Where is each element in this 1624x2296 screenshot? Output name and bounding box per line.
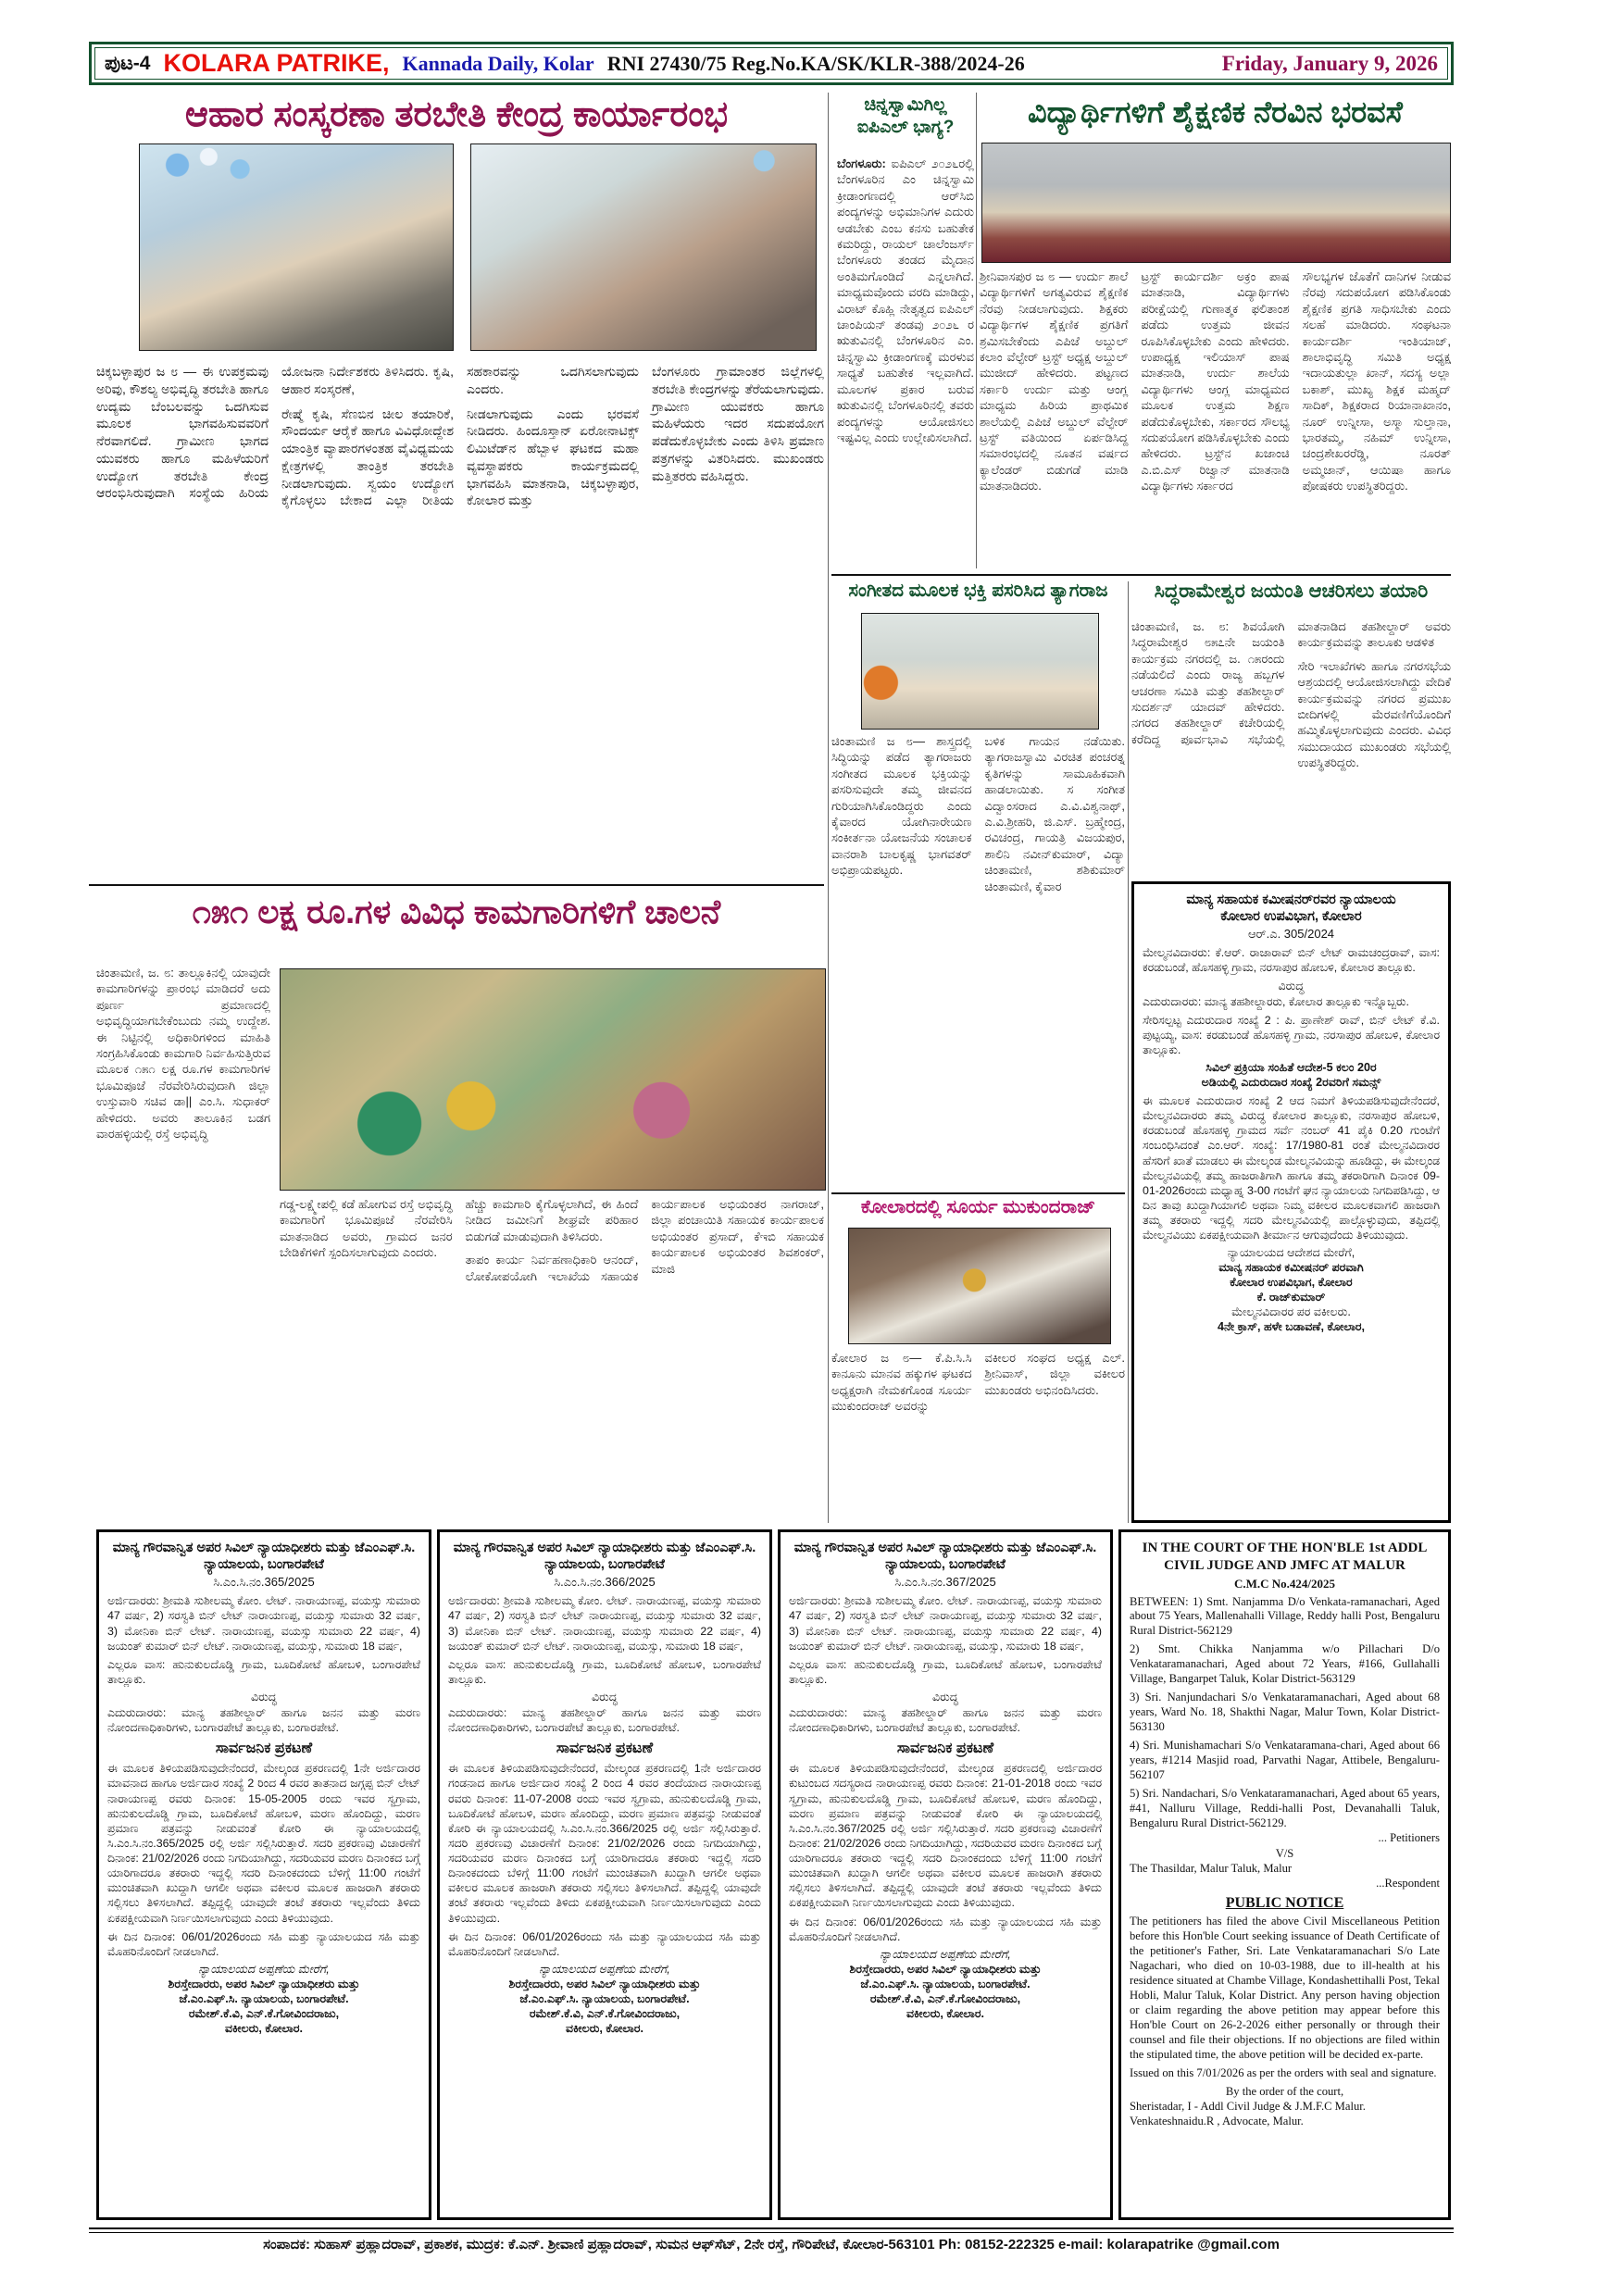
article-surya-caption — [831, 1350, 1125, 1522]
en-respondent-label: ...Respondent — [1376, 1877, 1440, 1890]
kn3-sig2: ಜೆ.ಎಂ.ಎಫ್.ಸಿ. ನ್ಯಾಯಾಲಯ, ಬಂಗಾರಪೇಟೆ. — [860, 1977, 1031, 1990]
photo-surya-felicitation — [848, 1228, 1111, 1344]
notice-ac-order-head1: ಸಿವಿಲ್ ಪ್ರಕ್ರಿಯಾ ಸಂಹಿತೆ ಆದೇಶ-5 ಕಲಂ 20ರ — [1206, 1061, 1377, 1074]
notice-ac-versus: ವಿರುದ್ಧ — [1278, 979, 1305, 992]
kn3-sig1: ಶಿರಸ್ತೇದಾರರು, ಅಪರ ಸಿವಿಲ್ ನ್ಯಾಯಾಧೀಶರು ಮತ್ತು — [849, 1962, 1042, 1976]
en-sig2: Venkateshnaidu.R , Advocate, Malur. — [1130, 2115, 1304, 2128]
article-food-col4: ಬೆಂಗಳೂರು ಗ್ರಾಮಾಂತರ ಜಿಲ್ಲೆಗಳಲ್ಲಿ ತರಬೇತಿ ಕೇಂದ್ರಗಳನ್ನು ತೆರೆಯಲಾಗುವುದು. ಗ್ರಾಮೀಣ ಯುವಕರು ಹಾಗೂ ಮಹಿಳೆಯರು ಇದರ ಸದುಪಯೋಗ ಪಡೆದುಕೊಳ್ಳಬೇಕು ಎಂದು ತಿಳಿಸಿ ಪ್ರಮಾಣ ಪತ್ರಗಳನ್ನು ವಿತರಿಸಿದರು. ಮುಖಂಡರು ಮತ್ತಿತರರು ವಹಿಸಿದ್ದರು. — [652, 364, 824, 483]
headline-food-processing: ಆಹಾರ ಸಂಸ್ಕರಣಾ ತರಬೇತಿ ಕೇಂದ್ರ ಕಾರ್ಯಾರಂಭ — [184, 95, 729, 134]
headline-ipl — [837, 94, 974, 139]
kn3-order-by: ನ್ಯಾಯಾಲಯದ ಅಪ್ಪಣೆಯ ಮೇರೆಗೆ, — [880, 1947, 1011, 1961]
article-151-col1: ಚಿಂತಾಮಣಿ, ಜ. ೮: ತಾಲ್ಲೂಕಿನಲ್ಲಿ ಯಾವುದೇ ಕಾಮಗಾರಿಗಳನ್ನು ಪ್ರಾರಂಭ ಮಾಡಿದರೆ ಅದು ಪೂರ್ಣ ಪ್ರಮಾಣದಲ್ಲಿ ಅಭಿವೃದ್ಧಿಯಾಗಬೇಕೆಂಬುದು ನಮ್ಮ ಉದ್ದೇಶ. ಈ ನಿಟ್ಟಿನಲ್ಲಿ ಅಧಿಕಾರಿಗಳಿಂದ ಮಾಹಿತಿ ಸಂಗ್ರಹಿಸಿಕೊಂಡು ಕಾಮಗಾರಿ ನಿರ್ವಹಿಸುತ್ತಿರುವ ಮೂಲಕ ೧೫೧ ಲಕ್ಷ ರೂ.ಗಳ ಕಾಮಗಾರಿಗಳ ಭೂಮಿಪೂಜೆ ನೆರವೇರಿಸಿರುವುದಾಗಿ ಜಿಲ್ಲಾ ಉಸ್ತುವಾರಿ ಸಚಿವ ಡಾ|| ಎಂ.ಸಿ. ಸುಧಾಕರ್ ಹೇಳಿದರು. ಅವರು ತಾಲೂಕಿನ ಬಡಗ ವಾರಹಳ್ಳಿಯಲ್ಲಿ ರಸ್ತೆ ಅಭಿವೃದ್ಧಿ — [96, 966, 270, 1142]
en-case-number: C.M.C No.424/2025 — [1233, 1576, 1336, 1591]
page-number-label: ಪುಟ-4 — [105, 52, 151, 74]
column-rule-left — [828, 93, 829, 1523]
kn2-versus: ವಿರುದ್ಧ — [592, 1691, 618, 1703]
kn1-case-number: ಸಿ.ಎಂ.ಸಿ.ನಂ.365/2025 — [213, 1575, 315, 1590]
article-ipl-text: ಐಪಿಎಲ್ ೨೦೨೬ರಲ್ಲಿ ಬೆಂಗಳೂರಿನ ಎಂ ಚಿನ್ನಸ್ವಾಮಿ ಕ್ರೀಡಾಂಗಣದಲ್ಲಿ ಆರ್‌ಸಿಬಿ ಪಂದ್ಯಗಳನ್ನು ಅಭಿಮಾನಿಗಳ ಎದುರು ಆಡಬೇಕು ಎಂಬ ಕನಸು ಬಹುತೇಕ ಕಮರಿದ್ದು, ರಾಯಲ್ ಚಾಲೆಂಜರ್ಸ್ ಬೆಂಗಳೂರು ತಂಡದ ಮೈದಾನ ಅಂತಿಮಗೊಂಡಿದೆ ಎನ್ನಲಾಗಿದೆ. ಮಾಧ್ಯಮವೊಂದು ವರದಿ ಮಾಡಿದ್ದು, ವಿರಾಟ್ ಕೊಹ್ಲಿ ನೇತೃತ್ವದ ಐಪಿಎಲ್ ಚಾಂಪಿಯನ್ ತಂಡವು ೨೦೨೬ ರ ಋತುವಿನಲ್ಲಿ ಬೆಂಗಳೂರಿನ ಎಂ. ಚಿನ್ನಸ್ವಾಮಿ ಕ್ರೀಡಾಂಗಣಕ್ಕೆ ಮರಳುವ ಸಾಧ್ಯತೆ ಬಹುತೇಕ ಇಲ್ಲವಾಗಿದೆ. ಮೂಲಗಳ ಪ್ರಕಾರ ಬರುವ ಋತುವಿನಲ್ಲಿ ಬೆಂಗಳೂರಿನಲ್ಲಿ ತವರು ಪಂದ್ಯಗಳನ್ನು ಆಯೋಜಿಸಲು ಇಷ್ಟವಿಲ್ಲ ಎಂದು ಉಲ್ಲೇಖಿಸಲಾಗಿದೆ. — [837, 156, 974, 444]
kn2-issue: ಈ ದಿನ ದಿನಾಂಕ: 06/01/2026ರಂದು ಸಹಿ ಮತ್ತು ನ್ಯಾಯಾಲಯದ ಸಹಿ ಮತ್ತು ಮೊಹರಿನೊಂದಿಗೆ ನೀಡಲಾಗಿದೆ. — [448, 1929, 761, 1958]
imprint-line: ಸಂಪಾದಕ: ಸುಹಾಸ್ ಪ್ರಹ್ಲಾದರಾವ್, ಪ್ರಕಾಶಕ, ಮುದ್ರಕ: ಕೆ.ಎನ್. ಶ್ರೀವಾಣಿ ಪ್ರಹ್ಲಾದರಾವ್, ಸುಮನ ಆಫ್‌ಸೆಟ್, 2ನೇ ರಸ್ತೆ, ಗೌರಿಪೇಟೆ, ಕೋಲಾರ-563101 Ph: 08152-222325 e-mail: kolarapatrike @gmail.com — [263, 2237, 1280, 2252]
newspaper-subtitle: Kannada Daily, Kolar — [402, 51, 594, 75]
article-151-lower-cols — [280, 1196, 824, 1520]
court-notice-bangarpet-2 — [437, 1529, 772, 2220]
article-food-body — [96, 363, 824, 878]
court-notice-bangarpet-1 — [96, 1529, 431, 2220]
kn3-sig3: ರಮೇಶ್.ಕೆ.ವಿ, ಎನ್.ಕೆ.ಗೋವಿಂದರಾಜು, — [869, 1991, 1021, 2005]
divider-under-food — [89, 884, 824, 886]
notice-ac-sig6: 4ನೇ ಕ್ರಾಸ್, ಹಳೇ ಬಡಾವಣೆ, ಕೋಲಾರ, — [1217, 1320, 1366, 1334]
kn1-order-by: ನ್ಯಾಯಾಲಯದ ಅಪ್ಪಣೆಯ ಮೇರೆಗೆ, — [198, 1962, 330, 1976]
article-siddha-col2: ಸೇರಿ ಇಲಾಖೆಗಳು ಹಾಗೂ ನಗರಸಭೆಯ ಆಶ್ರಯದಲ್ಲಿ ಆಯೋಜಿಸಲಾಗಿದ್ದು ವೇದಿಕೆ ಕಾರ್ಯಕ್ರಮವನ್ನು ನಗರದ ಪ್ರಮುಖ ಬೀದಿಗಳಲ್ಲಿ ಮೆರವಣಿಗೆಯೊಂದಿಗೆ ಹಮ್ಮಿಕೊಳ್ಳಲಾಗುವುದು ಎಂದರು. ವಿವಿಧ ಸಮುದಾಯದ ಮುಖಂಡರು ಸಭೆಯಲ್ಲಿ ಉಪಸ್ಥಿತರಿದ್ದರು. — [1297, 658, 1451, 770]
article-students-col2: ಟ್ರಸ್ಟ್ ಕಾರ್ಯದರ್ಶಿ ಅಕ್ರಂ ಪಾಷ ಮಾತನಾಡಿ, ವಿದ್ಯಾರ್ಥಿಗಳು ಪರೀಕ್ಷೆಯಲ್ಲಿ ಗುಣಾತ್ಮಕ ಫಲಿತಾಂಶ ಪಡೆದು ಉತ್ತಮ ಜೀವನ ರೂಪಿಸಿಕೊಳ್ಳಬೇಕು ಎಂದು ಹೇಳಿದರು. ಉಪಾಧ್ಯಕ್ಷ ಇಲಿಯಾಸ್ ಪಾಷ ಮಾತನಾಡಿ, ಉರ್ದು ಶಾಲೆಯ ವಿದ್ಯಾರ್ಥಿಗಳು ಆಂಗ್ಲ ಮಾಧ್ಯಮದ ಮೂಲಕ ಉತ್ತಮ ಶಿಕ್ಷಣ ಪಡೆದುಕೊಳ್ಳಬೇಕು, ಸರ್ಕಾರದ ಸೌಲಭ್ಯ ಸದುಪಯೋಗ ಪಡಿಸಿಕೊಳ್ಳಬೇಕು ಎಂದು ಹೇಳಿದರು. ಟ್ರಸ್ಟ್‌ನ ಖಜಾಂಚಿ ಎ.ಬಿ.ಎಸ್ ರಿಜ್ವಾನ್ ಮಾತನಾಡಿ ವಿದ್ಯಾರ್ಥಿಗಳು ಸರ್ಕಾರದ — [1141, 269, 1290, 493]
headline-ipl-line1: ಚಿನ್ನಸ್ವಾಮಿಗಿಲ್ಲ — [864, 95, 947, 115]
article-151-colA: ಗಡ್ಡ-ಲಕ್ಷ್ಮೇಪಲ್ಲಿ ಕಡೆ ಹೋಗುವ ರಸ್ತೆ ಅಭಿವೃದ್ಧಿ ಕಾಮಗಾರಿಗೆ ಭೂಮಿಪೂಜೆ ನೆರವೇರಿಸಿ ಮಾತನಾಡಿದ ಅವರು, ಗ್ರಾಮದ ಜನರ ಬೇಡಿಕೆಗಳಿಗೆ ಸ್ಪಂದಿಸಲಾಗುವುದು ಎಂದರು. — [280, 1197, 453, 1260]
kn2-public-notice-heading: ಸಾರ್ವಜನಿಕ ಪ್ರಕಟಣೆ — [556, 1741, 654, 1757]
notice-ac-title1: ಮಾನ್ಯ ಸಹಾಯಕ ಕಮೀಷನರ್‌ರವರ ನ್ಯಾಯಾಲಯ — [1186, 892, 1396, 907]
en-body: The petitioners has filed the above Civil Miscellaneous Petition before this Hon'ble Court seeking issuance of Death Certificate of the petitioner's Father, Sri. Late Venkataramanachari S/o Late Nagachari, who died on 10-03-1988, due to ill-health at his residence situated at Chambe Village, Kondashettihalli Post, Tekal Hobli, Malur Taluk, Kolar District. Any person having objection or claim regarding the above petition may appear before this Hon'ble Court on 26-2-2026 either personally or through their counsel and file their objections. If no objections are filed within the stipulated time, the above petition will be decided ex-parte. — [1130, 1915, 1440, 2062]
notice-ac-order-head2: ಅಡಿಯಲ್ಲಿ ಎದುರುದಾರ ಸಂಖ್ಯೆ 2ರವರಿಗೆ ಸಮನ್ಸ್ — [1201, 1076, 1381, 1089]
kn1-public-notice-heading: ಸಾರ್ವಜನಿಕ ಪ್ರಕಟಣೆ — [215, 1741, 313, 1757]
newspaper-title: KOLARA PATRIKE, — [163, 49, 390, 77]
article-food-col1: ಚಿಕ್ಕಬಳ್ಳಾಪುರ ಜ ೮ — ಈ ಉಪಕ್ರಮವು ಅರಿವು, ಕೌಶಲ್ಯ ಅಭಿವೃದ್ಧಿ ತರಬೇತಿ ಹಾಗೂ ಉದ್ಯಮ ಬೆಂಬಲವನ್ನು ಒದಗಿಸುವ ಮೂಲಕ ಭಾಗವಹಿಸುವವರಿಗೆ ನೆರವಾಗಲಿದೆ. ಗ್ರಾಮೀಣ ಭಾಗದ ಯುವಕರು ಹಾಗೂ ಮಹಿಳೆಯರಿಗೆ ಉದ್ಯೋಗ ತರಬೇತಿ ಕೇಂದ್ರ ಆರಂಭಿಸಿರುವುದಾಗಿ ಸಂಸ್ಥೆಯ ಹಿರಿಯ ಯೋಜನಾ ನಿರ್ದೇಶಕರು ತಿಳಿಸಿದರು. ಕೃಷಿ, ಆಹಾರ ಸಂಸ್ಕರಣೆ, — [96, 364, 454, 501]
kn1-sig1: ಶಿರಸ್ತೇದಾರರು, ಅಪರ ಸಿವಿಲ್ ನ್ಯಾಯಾಧೀಶರು ಮತ್ತು — [168, 1977, 360, 1990]
article-ipl-dateline: ಬೆಂಗಳೂರು: — [837, 156, 886, 170]
kn2-residence: ಎಲ್ಲರೂ ವಾಸ: ಹುನುಕುಲದೊಡ್ಡಿ ಗ್ರಾಮ, ಬೂದಿಕೋಟೆ ಹೋಬಳಿ, ಬಂಗಾರಪೇಟೆ ತಾಲ್ಲೂಕು. — [448, 1657, 761, 1686]
kn1-versus: ವಿರುದ್ಧ — [251, 1691, 277, 1703]
en-order: By the order of the court, — [1225, 2085, 1344, 2099]
en-petitioners-label: ... Petitioners — [1378, 1831, 1440, 1845]
en-versus: V/S — [1275, 1847, 1294, 1861]
article-students-col1: ಶ್ರೀನಿವಾಸಪುರ ಜ ೮ — ಉರ್ದು ಶಾಲೆ ವಿದ್ಯಾರ್ಥಿಗಳಿಗೆ ಅಗತ್ಯವಿರುವ ಶೈಕ್ಷಣಿಕ ನೆರವು ನೀಡಲಾಗುವುದು. ಶಿಕ್ಷಕರು ವಿದ್ಯಾರ್ಥಿಗಳ ಶೈಕ್ಷಣಿಕ ಪ್ರಗತಿಗೆ ಶ್ರಮಿಸಬೇಕೆಂದು ಎಪಿಜೆ ಅಬ್ದುಲ್ ಕಲಾಂ ವೆಲ್ಫೇರ್ ಟ್ರಸ್ಟ್ ಅಧ್ಯಕ್ಷ ಅಬ್ದುಲ್ ಮುಜೀದ್ ಹೇಳಿದರು. ಪಟ್ಟಣದ ಸರ್ಕಾರಿ ಉರ್ದು ಮತ್ತು ಆಂಗ್ಲ ಮಾಧ್ಯಮ ಹಿರಿಯ ಪ್ರಾಥಮಿಕ ಶಾಲೆಯಲ್ಲಿ ಎಪಿಜೆ ಅಬ್ದುಲ್ ವೆಲ್ಫೇರ್ ಟ್ರಸ್ಟ್ ವತಿಯಿಂದ ಏರ್ಪಡಿಸಿದ್ದ ಸಮಾರಂಭದಲ್ಲಿ ನೂತನ ವರ್ಷದ ಕ್ಯಾಲೆಂಡರ್ ಬಿಡುಗಡೆ ಮಾಡಿ ಮಾತನಾಡಿದರು. — [980, 269, 1129, 493]
kn1-issue: ಈ ದಿನ ದಿನಾಂಕ: 06/01/2026ರಂದು ಸಹಿ ಮತ್ತು ನ್ಯಾಯಾಲಯದ ಸಹಿ ಮತ್ತು ಮೊಹರಿನೊಂದಿಗೆ ನೀಡಲಾಗಿದೆ. — [107, 1929, 420, 1958]
kn2-sig1: ಶಿರಸ್ತೇದಾರರು, ಅಪರ ಸಿವಿಲ್ ನ್ಯಾಯಾಧೀಶರು ಮತ್ತು — [508, 1977, 701, 1990]
headline-students: ವಿದ್ಯಾರ್ಥಿಗಳಿಗೆ ಶೈಕ್ಷಣಿಕ ನೆರವಿನ ಭರವಸೆ — [1028, 95, 1403, 129]
court-notice-malur-english — [1118, 1529, 1451, 2220]
en-party-5: 5) Sri. Nandachari, S/o Venkataramanachari, Aged about 65 years, #41, Nalluru Village, Reddi-halli Post, Devanahalli Taluk, Bengaluru Rural District-562129. — [1130, 1787, 1440, 1830]
kn3-body: ಈ ಮೂಲಕ ತಿಳಿಯಪಡಿಸುವುದೇನೆಂದರೆ, ಮೇಲ್ಕಂಡ ಪ್ರಕರಣದಲ್ಲಿ ಅರ್ಜಿದಾರರ ಕುಟುಂಬದ ಸದಸ್ಯರಾದ ನಾರಾಯಣಪ್ಪ ರವರು ದಿನಾಂಕ: 21-01-2018 ರಂದು ಇವರ ಸ್ವಗ್ರಾಮ, ಹುನುಕುಲದೊಡ್ಡಿ ಗ್ರಾಮ, ಬೂದಿಕೋಟೆ ಹೋಬಳಿ, ಮರಣ ಹೊಂದಿದ್ದು, ಮರಣ ಪ್ರಮಾಣ ಪತ್ರವನ್ನು ನೀಡುವಂತೆ ಕೋರಿ ಈ ನ್ಯಾಯಾಲಯದಲ್ಲಿ ಸಿ.ಎಂ.ಸಿ.ನಂ.367/2025 ರಲ್ಲಿ ಅರ್ಜಿ ಸಲ್ಲಿಸಿರುತ್ತಾರೆ. ಸದರಿ ಪ್ರಕರಣವು ವಿಚಾರಣೆಗೆ ದಿನಾಂಕ: 21/02/2026 ರಂದು ನಿಗದಿಯಾಗಿದ್ದು, ಸದರಿಯವರ ಮರಣ ದಿನಾಂಕದ ಬಗ್ಗೆ ಯಾರಿಗಾದರೂ ತಕರಾರು ಇದ್ದಲ್ಲಿ ಸದರಿ ದಿನಾಂಕದಂದು ಬೆಳಿಗ್ಗೆ 11:00 ಗಂಟೆಗೆ ಮುಂಚಿತವಾಗಿ ಖುದ್ದಾಗಿ ಆಗಲೀ ಅಥವಾ ವಕೀಲರ ಮೂಲಕ ಹಾಜರಾಗಿ ತಕರಾರು ಸಲ್ಲಿಸಲು ತಿಳಿಸಲಾಗಿದೆ. ತಪ್ಪಿದ್ದಲ್ಲಿ ಯಾವುದೇ ತಂಟೆ ತಕರಾರು ಇಲ್ಲವೆಂದು ತಿಳಿದು ಏಕಪಕ್ಷೀಯವಾಗಿ ನಿರ್ಣಯಿಸಲಾಗುವುದು ಎಂದು ತಿಳಿಯುವುದು. — [789, 1762, 1102, 1910]
article-students-col3: ಸೌಲಭ್ಯಗಳ ಜೊತೆಗೆ ದಾನಿಗಳ ನೀಡುವ ನೆರವು ಸದುಪಯೋಗ ಪಡಿಸಿಕೊಂಡು ಶೈಕ್ಷಣಿಕ ಪ್ರಗತಿ ಸಾಧಿಸಬೇಕು ಎಂದು ಸಲಹೆ ಮಾಡಿದರು. ಸಂಘಟನಾ ಕಾರ್ಯದರ್ಶಿ ಇಂತಿಯಾಜ್, ಶಾಲಾಭಿವೃದ್ಧಿ ಸಮಿತಿ ಅಧ್ಯಕ್ಷ ಇದಾಯತುಲ್ಲಾ ಖಾನ್, ಸದಸ್ಯ ಅಲ್ಲಾ ಬಕಾಶ್, ಮುಖ್ಯ ಶಿಕ್ಷಕ ಮಹ್ಮದ್ ಸಾದಿಕ್, ಶಿಕ್ಷಕರಾದ ರಿಯಾನಾಖಾನಂ, ನೂರ್ ಉನ್ನೀಸಾ, ಅಸ್ಮಾ ಸುಲ್ತಾನಾ, ಭಾರತಮ್ಮ, ನಹಿಮ್ ಉನ್ನೀಸಾ, ಚಂದ್ರಶೇಖರರೆಡ್ಡಿ, ನೂರತ್ ಅಮ್ಮಜಾನ್, ಆಯಿಷಾ ಹಾಗೂ ಪೋಷಕರು ಉಪಸ್ಥಿತರಿದ್ದರು. — [1302, 269, 1451, 493]
en-issued: Issued on this 7/01/2026 as per the orders with seal and signature. — [1130, 2066, 1437, 2080]
article-siddha-col1: ಚಿಂತಾಮಣಿ, ಜ. ೮: ಶಿವಯೋಗಿ ಸಿದ್ಧರಾಮೇಶ್ವರ ೮೫೭ನೇ ಜಯಂತಿ ಕಾರ್ಯಕ್ರಮ ನಗರದಲ್ಲಿ ಜ. ೧೫ರಂದು ನಡೆಯಲಿದೆ ಎಂದು ರಾಜ್ಯ ಹಬ್ಬಗಳ ಆಚರಣಾ ಸಮಿತಿ ಮತ್ತು ತಹಶೀಲ್ದಾರ್ ಸುದರ್ಶನ್ ಯಾದವ್ ಹೇಳಿದರು. ನಗರದ ತಹಶೀಲ್ದಾರ್ ಕಚೇರಿಯಲ್ಲಿ ಕರೆದಿದ್ದ ಪೂರ್ವಭಾವಿ ಸಭೆಯಲ್ಲಿ ಮಾತನಾಡಿದ ತಹಶೀಲ್ದಾರ್ ಅವರು ಕಾರ್ಯಕ್ರಮವನ್ನು ತಾಲೂಕು ಆಡಳಿತ — [1131, 619, 1451, 746]
en-respondent: The Thasildar, Malur Taluk, Malur — [1130, 1862, 1293, 1876]
column-rule-ipl — [976, 93, 977, 568]
kn3-title: ಮಾನ್ಯ ಗೌರವಾನ್ವಿತ ಅಪರ ಸಿವಿಲ್ ನ್ಯಾಯಾಧೀಶರು ಮತ್ತು ಜೆಎಂಎಫ್.ಸಿ. ನ್ಯಾಯಾಲಯ, ಬಂಗಾರಪೇಟೆ — [793, 1541, 1097, 1573]
photo-food-event-right — [470, 144, 817, 351]
kn3-versus: ವಿರುದ್ಧ — [932, 1691, 958, 1703]
kn3-residence: ಎಲ್ಲರೂ ವಾಸ: ಹುನುಕುಲದೊಡ್ಡಿ ಗ್ರಾಮ, ಬೂದಿಕೋಟೆ ಹೋಬಳಿ, ಬಂಗಾರಪೇಟೆ ತಾಲ್ಲೂಕು. — [789, 1657, 1102, 1686]
en-party-1: BETWEEN: 1) Smt. Nanjamma D/o Venkata-ramanachari, Aged about 75 Years, Mallenahalli Village, Reddy halli Post, Bengaluru Rural District-562129 — [1130, 1594, 1440, 1638]
masthead — [89, 42, 1454, 85]
masthead-inner — [94, 47, 1448, 80]
headline-surya: ಕೋಲಾರದಲ್ಲಿ ಸೂರ್ಯ ಮುಕುಂದರಾಜ್ — [860, 1197, 1096, 1217]
footer-rule — [89, 2227, 1454, 2233]
en-party-2: 2) Smt. Chikka Nanjamma w/o Pillachari D/o Venkataramanachari, Aged about 72 Years, #166, Gullahalli Village, Bangarpet Taluk, Kolar District-563129 — [1130, 1642, 1440, 1686]
en-party-3: 3) Sri. Nanjundachari S/o Venkataramanachari, Aged about 68 years, Ward No. 18, Shakthi Nagar, Malur Town, Kolar District-563130 — [1130, 1691, 1440, 1734]
article-food-col3: ನೀಡಲಾಗುವುದು ಎಂದು ಭರವಸೆ ನೀಡಿದರು. ಹಿಂದೂಸ್ತಾನ್ ಏರೋನಾಟಿಕ್ಸ್ ಲಿಮಿಟೆಡ್‌ನ ಹೆಬ್ಬಾಳ ಘಟಕದ ಮಹಾ ವ್ಯವಸ್ಥಾಪಕರು ಕಾರ್ಯಕ್ರಮದಲ್ಲಿ ಭಾಗವಹಿಸಿ ಮಾತನಾಡಿ, ಚಿಕ್ಕಬಳ್ಳಾಪುರ, ಕೋಲಾರ ಮತ್ತು — [467, 406, 639, 508]
kn3-issue: ಈ ದಿನ ದಿನಾಂಕ: 06/01/2026ರಂದು ಸಹಿ ಮತ್ತು ನ್ಯಾಯಾಲಯದ ಸಹಿ ಮತ್ತು ಮೊಹರಿನೊಂದಿಗೆ ನೀಡಲಾಗಿದೆ. — [789, 1915, 1102, 1943]
kn2-sig3: ರಮೇಶ್.ಕೆ.ವಿ, ಎನ್.ಕೆ.ಗೋವಿಂದರಾಜು, — [529, 2006, 681, 2020]
article-thyagaraja-body — [831, 733, 1125, 1189]
article-surya-cap2: ವಕೀಲರ ಸಂಘದ ಅಧ್ಯಕ್ಷ ಎಲ್. ಶ್ರೀನಿವಾಸ್, ಜಿಲ್ಲಾ ವಕೀಲರ ಮುಖಂಡರು ಅಭಿನಂದಿಸಿದರು. — [984, 1351, 1125, 1397]
article-surya-cap1: ಕೋಲಾರ ಜ ೮— ಕೆ.ಪಿ.ಸಿ.ಸಿ ಕಾನೂನು ಮಾನವ ಹಕ್ಕುಗಳ ಘಟಕದ ಅಧ್ಯಕ್ಷರಾಗಿ ನೇಮಕಗೊಂಡ ಸೂರ್ಯ ಮುಕುಂದರಾಜ್ ಅವರನ್ನು — [831, 1351, 972, 1414]
kn1-respondents: ಎದುರುದಾರರು: ಮಾನ್ಯ ತಹಶೀಲ್ದಾರ್ ಹಾಗೂ ಜನನ ಮತ್ತು ಮರಣ ನೋಂದಣಾಧಿಕಾರಿಗಳು, ಬಂಗಾರಪೇಟೆ ತಾಲ್ಲೂಕು, ಬಂಗಾರಪೇಟೆ. — [107, 1706, 420, 1735]
kn1-sig4: ವಕೀಲರು, ಕೋಲಾರ. — [224, 2021, 304, 2035]
kn2-case-number: ಸಿ.ಎಂ.ಸಿ.ನಂ.366/2025 — [554, 1575, 656, 1590]
en-party-4: 4) Sri. Munishamachari S/o Venkataramana-chari, Aged about 66 years, #1214 Masjid road, Parvathi Nagar, Attibele, Bengaluru-562107 — [1130, 1739, 1440, 1782]
kn3-sig4: ವಕೀಲರು, ಕೋಲಾರ. — [906, 2006, 985, 2020]
kn1-title: ಮಾನ್ಯ ಗೌರವಾನ್ವಿತ ಅಪರ ಸಿವಿಲ್ ನ್ಯಾಯಾಧೀಶರು ಮತ್ತು ಜೆಎಂಎಫ್.ಸಿ. ನ್ಯಾಯಾಲಯ, ಬಂಗಾರಪೇಟೆ — [112, 1541, 416, 1573]
notice-ac-sig2: ಮಾನ್ಯ ಸಹಾಯಕ ಕಮೀಷನರ್ ಪರವಾಗಿ — [1218, 1261, 1364, 1275]
kn2-title: ಮಾನ್ಯ ಗೌರವಾನ್ವಿತ ಅಪರ ಸಿವಿಲ್ ನ್ಯಾಯಾಧೀಶರು ಮತ್ತು ಜೆಎಂಎಫ್.ಸಿ. ನ್ಯಾಯಾಲಯ, ಬಂಗಾರಪೇಟೆ — [453, 1541, 756, 1573]
registration-number: RNI 27430/75 Reg.No.KA/SK/KLR-388/2024-26 — [606, 51, 1025, 75]
kn1-sig3: ರಮೇಶ್.ಕೆ.ವಿ, ಎನ್.ಕೆ.ಗೋವಿಂದರಾಜು, — [188, 2006, 340, 2020]
headline-thyagaraja: ಸಂಗೀತದ ಮೂಲಕ ಭಕ್ತಿ ಪಸರಿಸಿದ ತ್ಯಾಗರಾಜ — [848, 580, 1108, 601]
kn2-body: ಈ ಮೂಲಕ ತಿಳಿಯಪಡಿಸುವುದೇನೆಂದರೆ, ಮೇಲ್ಕಂಡ ಪ್ರಕರಣದಲ್ಲಿ 1ನೇ ಅರ್ಜಿದಾರರ ಗಂಡನಾದ ಹಾಗೂ ಅರ್ಜಿದಾರ ಸಂಖ್ಯೆ 2 ರಿಂದ 4 ರವರ ತಂದೆಯಾದ ನಾರಾಯಣಪ್ಪ ರವರು ದಿನಾಂಕ: 11-07-2008 ರಂದು ಇವರ ಸ್ವಗ್ರಾಮ, ಹುನುಕುಲದೊಡ್ಡಿ ಗ್ರಾಮ, ಬೂದಿಕೋಟೆ ಹೋಬಳಿ, ಮರಣ ಹೊಂದಿದ್ದು, ಮರಣ ಪ್ರಮಾಣ ಪತ್ರವನ್ನು ನೀಡುವಂತೆ ಕೋರಿ ಈ ನ್ಯಾಯಾಲಯದಲ್ಲಿ ಸಿ.ಎಂ.ಸಿ.ನಂ.366/2025 ರಲ್ಲಿ ಅರ್ಜಿ ಸಲ್ಲಿಸಿರುತ್ತಾರೆ. ಸದರಿ ಪ್ರಕರಣವು ವಿಚಾರಣೆಗೆ ದಿನಾಂಕ: 21/02/2026 ರಂದು ನಿಗದಿಯಾಗಿದ್ದು, ಸದರಿಯವರ ಮರಣ ದಿನಾಂಕದ ಬಗ್ಗೆ ಯಾರಿಗಾದರೂ ತಕರಾರು ಇದ್ದಲ್ಲಿ ಸದರಿ ದಿನಾಂಕದಂದು ಬೆಳಿಗ್ಗೆ 11:00 ಗಂಟೆಗೆ ಮುಂಚಿತವಾಗಿ ಖುದ್ದಾಗಿ ಆಗಲೀ ಅಥವಾ ವಕೀಲರ ಮೂಲಕ ಹಾಜರಾಗಿ ತಕರಾರು ಸಲ್ಲಿಸಲು ತಿಳಿಸಲಾಗಿದೆ. ತಪ್ಪಿದ್ದಲ್ಲಿ ಯಾವುದೇ ತಂಟೆ ತಕರಾರು ಇಲ್ಲವೆಂದು ತಿಳಿದು ಏಕಪಕ್ಷೀಯವಾಗಿ ನಿರ್ಣಯಿಸಲಾಗುವುದು ಎಂದು ತಿಳಿಯುವುದು. — [448, 1762, 761, 1925]
article-thyagaraja-col1: ಚಿಂತಾಮಣಿ ಜ ೮— ಶಾಸ್ತ್ರದಲ್ಲಿ ಸಿದ್ಧಿಯನ್ನು ಪಡೆದ ತ್ಯಾಗರಾಜರು ಸಂಗೀತದ ಮೂಲಕ ಭಕ್ತಿಯನ್ನು ಪಸರಿಸುವುದೇ ತಮ್ಮ ಜೀವನದ ಗುರಿಯಾಗಿಸಿಕೊಂಡಿದ್ದರು ಎಂದು ಕೈವಾರದ ಯೋಗಿನಾರೇಯಣ ಸಂಕೀರ್ತನಾ ಯೋಜನೆಯ ಸಂಚಾಲಕ ವಾನರಾಶಿ ಬಾಲಕೃಷ್ಣ ಭಾಗವತರ್ ಅಭಿಪ್ರಾಯಪಟ್ಟರು. — [831, 734, 972, 878]
kn1-sig2: ಜೆ.ಎಂ.ಎಫ್.ಸಿ. ನ್ಯಾಯಾಲಯ, ಬಂಗಾರಪೇಟೆ. — [179, 1991, 349, 2005]
notice-ac-sig3: ಕೋಲಾರ ಉಪವಿಭಾಗ, ಕೋಲಾರ — [1230, 1276, 1353, 1290]
kn2-respondents: ಎದುರುದಾರರು: ಮಾನ್ಯ ತಹಶೀಲ್ದಾರ್ ಹಾಗೂ ಜನನ ಮತ್ತು ಮರಣ ನೋಂದಣಾಧಿಕಾರಿಗಳು, ಬಂಗಾರಪೇಟೆ ತಾಲ್ಲೂಕು, ಬಂಗಾರಪೇಟೆ. — [448, 1706, 761, 1735]
kn1-body: ಈ ಮೂಲಕ ತಿಳಿಯಪಡಿಸುವುದೇನೆಂದರೆ, ಮೇಲ್ಕಂಡ ಪ್ರಕರಣದಲ್ಲಿ 1ನೇ ಅರ್ಜಿದಾರರ ಮಾವನಾದ ಹಾಗೂ ಅರ್ಜಿದಾರ ಸಂಖ್ಯೆ 2 ರಿಂದ 4 ರವರ ತಾತನಾದ ಜಗ್ಗಪ್ಪ ಬಿನ್ ಲೇಟ್ ನಾರಾಯಣಪ್ಪ ರವರು ದಿನಾಂಕ: 15-05-2005 ರಂದು ಇವರ ಸ್ವಗ್ರಾಮ, ಹುನುಕುಲದೊಡ್ಡಿ ಗ್ರಾಮ, ಬೂದಿಕೋಟೆ ಹೋಬಳಿ, ಮರಣ ಹೊಂದಿದ್ದು, ಮರಣ ಪ್ರಮಾಣ ಪತ್ರವನ್ನು ನೀಡುವಂತೆ ಕೋರಿ ಈ ನ್ಯಾಯಾಲಯದಲ್ಲಿ ಸಿ.ಎಂ.ಸಿ.ನಂ.365/2025 ರಲ್ಲಿ ಅರ್ಜಿ ಸಲ್ಲಿಸಿರುತ್ತಾರೆ. ಸದರಿ ಪ್ರಕರಣವು ವಿಚಾರಣೆಗೆ ದಿನಾಂಕ: 21/02/2026 ರಂದು ನಿಗದಿಯಾಗಿದ್ದು, ಸದರಿಯವರ ಮರಣ ದಿನಾಂಕದ ಬಗ್ಗೆ ಯಾರಿಗಾದರೂ ತಕರಾರು ಇದ್ದಲ್ಲಿ ಸದರಿ ದಿನಾಂಕದಂದು ಬೆಳಿಗ್ಗೆ 11:00 ಗಂಟೆಗೆ ಮುಂಚಿತವಾಗಿ ಖುದ್ದಾಗಿ ಆಗಲೀ ಅಥವಾ ವಕೀಲರ ಮೂಲಕ ಹಾಜರಾಗಿ ತಕರಾರು ಸಲ್ಲಿಸಲು ತಿಳಿಸಲಾಗಿದೆ. ತಪ್ಪಿದ್ದಲ್ಲಿ ಯಾವುದೇ ತಂಟೆ ತಕರಾರು ಇಲ್ಲವೆಂದು ತಿಳಿದು ಏಕಪಕ್ಷೀಯವಾಗಿ ನಿರ್ಣಯಿಸಲಾಗುವುದು ಎಂದು ತಿಳಿಯುವುದು. — [107, 1762, 420, 1925]
notice-assistant-commissioner — [1131, 881, 1451, 1523]
article-ipl-body — [837, 156, 974, 568]
divider-under-students — [831, 574, 1451, 576]
article-thyagaraja-col2: ಬಳಿಕ ಗಾಯನ ನಡೆಯಿತು. ತ್ಯಾಗರಾಜಸ್ವಾಮಿ ವಿರಚಿತ ಪಂಚರತ್ನ ಕೃತಿಗಳನ್ನು ಸಾಮೂಹಿಕವಾಗಿ ಹಾಡಲಾಯಿತು. ಸ ಸಂಗೀತ ವಿದ್ವಾಂಸರಾದ ಎ.ವಿ.ವಿಶ್ವನಾಥ್, ಎ.ವಿ.ಶ್ರೀಹರಿ, ಜಿ.ಎಸ್. ಬ್ರಹ್ಮೇಂದ್ರ, ರವಿಚಂದ್ರ, ಗಾಯತ್ರಿ ವಿಜಯಪುರ, ಶಾಲಿನಿ ನವೀನ್‌ಕುಮಾರ್, ವಿದ್ಯಾ ಚಿಂತಾಮಣಿ, ಶಶಿಕುಮಾರ್ ಚಿಂತಾಮಣಿ, ಕೈವಾರ — [984, 734, 1125, 893]
article-food-col2: ರೇಷ್ಮೆ ಕೃಷಿ, ಸೆಣಬಿನ ಚೀಲ ತಯಾರಿಕೆ, ಸೌಂದರ್ಯ ಆರೈಕೆ ಹಾಗೂ ವಿವಿಧೋದ್ದೇಶ ಯಾಂತ್ರಿಕ ವ್ಯಾಪಾರಗಳಂತಹ ವೈವಿಧ್ಯಮಯ ಕ್ಷೇತ್ರಗಳಲ್ಲಿ ತಾಂತ್ರಿಕ ತರಬೇತಿ ನೀಡಲಾಗುವುದು. ಸ್ವಯಂ ಉದ್ಯೋಗ ಕೈಗೊಳ್ಳಲು ಬೇಕಾದ ಎಲ್ಲಾ ರೀತಿಯ ಸಹಕಾರವನ್ನು ಒದಗಿಸಲಾಗುವುದು ಎಂದರು. — [281, 364, 639, 508]
notice-ac-title2: ಕೋಲಾರ ಉಪವಿಭಾಗ, ಕೋಲಾರ — [1220, 909, 1362, 925]
notice-ac-respondent: ಎದುರುದಾರರು: ಮಾನ್ಯ ತಹಶೀಲ್ದಾರರು, ಕೋಲಾರ ತಾಲ್ಲೂಕು ಇನ್ನೊಬ್ಬರು. — [1143, 994, 1409, 1008]
kn2-order-by: ನ್ಯಾಯಾಲಯದ ಅಪ್ಪಣೆಯ ಮೇರೆಗೆ, — [539, 1962, 670, 1976]
notice-ac-sig1: ನ್ಯಾಯಾಲಯದ ಆದೇಶದ ಮೇರೆಗೆ, — [1227, 1246, 1355, 1260]
notice-ac-sig4: ಕೆ. ರಾಜ್‌ಕುಮಾರ್ — [1256, 1291, 1326, 1304]
kn1-applicants: ಅರ್ಜಿದಾರರು: ಶ್ರೀಮತಿ ಸುಶೀಲಮ್ಮ ಕೋಂ. ಲೇಟ್. ನಾರಾಯಣಪ್ಪ, ವಯಸ್ಸು ಸುಮಾರು 47 ವರ್ಷ, 2) ಸರಸ್ವತಿ ಬಿನ್ ಲೇಟ್ ನಾರಾಯಣಪ್ಪ, ವಯಸ್ಸು ಸುಮಾರು 32 ವರ್ಷ, 3) ಮೋನಿಕಾ ಬಿನ್ ಲೇಟ್. ನಾರಾಯಣಪ್ಪ, ವಯಸ್ಸು ಸುಮಾರು 22 ವರ್ಷ, 4) ಜಯಂತ್ ಕುಮಾರ್ ಬಿನ್ ಲೇಟ್. ನಾರಾಯಣಪ್ಪ, ವಯಸ್ಸು, ಸುಮಾರು 18 ವರ್ಷ, — [107, 1594, 420, 1653]
divider-above-surya — [831, 1192, 1125, 1194]
court-notice-bangarpet-3 — [778, 1529, 1113, 2220]
photo-food-event-left — [139, 144, 454, 351]
notice-ac-body: ಈ ಮೂಲಕ ಎದುರುದಾರ ಸಂಖ್ಯೆ 2 ಆದ ನಿಮಗೆ ತಿಳಿಯಪಡಿಸುವುದೇನೆಂದರೆ, ಮೇಲ್ಮನವಿದಾರರು ತಮ್ಮ ವಿರುದ್ಧ ಕೋಲಾರ ತಾಲ್ಲೂಕು, ನರಸಾಪುರ ಹೋಬಳಿ, ಕರಡುಬಂಡೆ ಹೊಸಹಳ್ಳಿ ಗ್ರಾಮದ ಸರ್ವೆ ನಂಬರ್ 41 ಪೈಕಿ 0.20 ಗುಂಟೆಗೆ ಸಂಬಂಧಿಸಿದಂತೆ ಎಂ.ಆರ್. ಸಂಖ್ಯೆ: 17/1980-81 ರಂತೆ ಮೇಲ್ಮನವಿದಾರರ ಹೆಸರಿಗೆ ಖಾತೆ ಮಾಡಲು ಈ ಮೇಲ್ಕಂಡ ಮೇಲ್ಮನವಿಯನ್ನು ಹೂಡಿದ್ದು, ಈ ಮೇಲ್ಕಂಡ ಮೇಲ್ಮನವಿಯಲ್ಲಿ ತಮ್ಮ ಹಾಜರಾತಿಗಾಗಿ ಹಾಗೂ ತಮ್ಮ ತಕರಾರಿಗಾಗಿ ದಿನಾಂಕ 09-01-2026ರಂದು ಮಧ್ಯಾಹ್ನ 3-00 ಗಂಟೆಗೆ ಘನ ನ್ಯಾಯಾಲಯ ನಿಗದಿಪಡಿಸಿದ್ದು, ಆ ದಿನ ತಾವು ಖುದ್ದಾಗಿಯಾಗಲಿ ಅಥವಾ ನಿಮ್ಮ ವಕೀಲರ ಮೂಲಕವಾಗಲಿ ಹಾಜರಾಗಿ ತಮ್ಮ ತಕರಾರು ಇದ್ದಲ್ಲಿ ಸದರಿ ಮೇಲ್ಮನವಿಯಲ್ಲಿ ಪಾಲ್ಗೊಳ್ಳುವುದು, ತಪ್ಪಿದಲ್ಲಿ ಮೇಲ್ಮನವಿಯು ಏಕಪಕ್ಷೀಯವಾಗಿ ತೀರ್ಮಾನ ಆಗುವುದೆಂದು ತಿಳಿಯುವುದು. — [1143, 1094, 1440, 1242]
notice-ac-case-number: ಆರ್.ಎ. 305/2024 — [1247, 927, 1335, 942]
kn3-public-notice-heading: ಸಾರ್ವಜನಿಕ ಪ್ರಕಟಣೆ — [896, 1741, 994, 1757]
en-title1: IN THE COURT OF THE HON'BLE 1st ADDL — [1142, 1541, 1428, 1555]
kn3-applicants: ಅರ್ಜಿದಾರರು: ಶ್ರೀಮತಿ ಸುಶೀಲಮ್ಮ ಕೋಂ. ಲೇಟ್. ನಾರಾಯಣಪ್ಪ, ವಯಸ್ಸು ಸುಮಾರು 47 ವರ್ಷ, 2) ಸರಸ್ವತಿ ಬಿನ್ ಲೇಟ್ ನಾರಾಯಣಪ್ಪ, ವಯಸ್ಸು ಸುಮಾರು 32 ವರ್ಷ, 3) ಮೋನಿಕಾ ಬಿನ್ ಲೇಟ್. ನಾರಾಯಣಪ್ಪ, ವಯಸ್ಸು ಸುಮಾರು 22 ವರ್ಷ, 4) ಜಯಂತ್ ಕುಮಾರ್ ಬಿನ್ ಲೇಟ್. ನಾರಾಯಣಪ್ಪ, ವಯಸ್ಸು, ಸುಮಾರು 18 ವರ್ಷ, — [789, 1594, 1102, 1653]
headline-ipl-line2: ಐಪಿಎಲ್ ಭಾಗ್ಯ? — [856, 117, 955, 137]
article-151-colB: ಹೆಚ್ಚು ಕಾಮಗಾರಿ ಕೈಗೊಳ್ಳಲಾಗಿದೆ, ಈ ಹಿಂದೆ ನೀಡಿದ ಜಮೀನಿಗೆ ಶೀಘ್ರವೇ ಪರಿಹಾರ ಬಿಡುಗಡೆ ಮಾಡುವುದಾಗಿ ತಿಳಿಸಿದರು. — [465, 1197, 639, 1243]
article-siddarameshwara-body — [1131, 618, 1451, 876]
kn2-applicants: ಅರ್ಜಿದಾರರು: ಶ್ರೀಮತಿ ಸುಶೀಲಮ್ಮ ಕೋಂ. ಲೇಟ್. ನಾರಾಯಣಪ್ಪ, ವಯಸ್ಸು ಸುಮಾರು 47 ವರ್ಷ, 2) ಸರಸ್ವತಿ ಬಿನ್ ಲೇಟ್ ನಾರಾಯಣಪ್ಪ, ವಯಸ್ಸು ಸುಮಾರು 32 ವರ್ಷ, 3) ಮೋನಿಕಾ ಬಿನ್ ಲೇಟ್. ನಾರಾಯಣಪ್ಪ, ವಯಸ್ಸು ಸುಮಾರು 22 ವರ್ಷ, 4) ಜಯಂತ್ ಕುಮಾರ್ ಬಿನ್ ಲೇಟ್. ನಾರಾಯಣಪ್ಪ, ವಯಸ್ಸು, ಸುಮಾರು 18 ವರ್ಷ, — [448, 1594, 761, 1653]
photo-thyagaraja-stage — [861, 613, 1099, 730]
article-students-body — [980, 268, 1451, 572]
notice-ac-appellant: ಮೇಲ್ಮನವಿದಾರರು: ಕೆ.ಆರ್. ರಾಜಾರಾವ್ ಬಿನ್ ಲೇಟ್ ರಾಮಚಂದ್ರರಾವ್, ವಾಸ: ಕರಡುಬಂಡೆ, ಹೊಸಹಳ್ಳಿ ಗ್ರಾಮ, ನರಸಾಪುರ ಹೋಬಳಿ, ಕೋಲಾರ ತಾಲ್ಲೂಕು. — [1143, 946, 1440, 975]
kn1-residence: ಎಲ್ಲರೂ ವಾಸ: ಹುನುಕುಲದೊಡ್ಡಿ ಗ್ರಾಮ, ಬೂದಿಕೋಟೆ ಹೋಬಳಿ, ಬಂಗಾರಪೇಟೆ ತಾಲ್ಲೂಕು. — [107, 1657, 420, 1686]
column-rule-right — [1128, 581, 1129, 1523]
kn2-sig2: ಜೆ.ಎಂ.ಎಫ್.ಸಿ. ನ್ಯಾಯಾಲಯ, ಬಂಗಾರಪೇಟೆ. — [519, 1991, 690, 2005]
kn3-respondents: ಎದುರುದಾರರು: ಮಾನ್ಯ ತಹಶೀಲ್ದಾರ್ ಹಾಗೂ ಜನನ ಮತ್ತು ಮರಣ ನೋಂದಣಾಧಿಕಾರಿಗಳು, ಬಂಗಾರಪೇಟೆ ತಾಲ್ಲೂಕು, ಬಂಗಾರಪೇಟೆ. — [789, 1706, 1102, 1735]
issue-date: Friday, January 9, 2026 — [1221, 51, 1438, 75]
en-public-notice-heading: PUBLIC NOTICE — [1225, 1895, 1344, 1912]
article-151-colC: ತಾಪಂ ಕಾರ್ಯ ನಿರ್ವಹಣಾಧಿಕಾರಿ ಆನಂದ್, ಲೋಕೋಪಯೋಗಿ ಇಲಾಖೆಯ ಸಹಾಯಕ ಕಾರ್ಯಪಾಲಕ ಅಭಿಯಂತರ ನಾಗರಾಜ್, ಜಿಲ್ಲಾ ಪಂಚಾಯಿತಿ ಸಹಾಯಕ ಕಾರ್ಯಪಾಲಕ ಅಭಿಯಂತರ ಪ್ರಸಾದ್, ಕೆಇಬಿ ಸಹಾಯಕ ಕಾರ್ಯಪಾಲಕ ಅಭಿಯಂತರ ಶಿವಶಂಕರ್, ಮಾಜಿ — [465, 1197, 824, 1283]
en-title2: CIVIL JUDGE AND JMFC AT MALUR — [1164, 1557, 1405, 1573]
kn2-sig4: ವಕೀಲರು, ಕೋಲಾರ. — [565, 2021, 644, 2035]
notice-ac-sig5: ಮೇಲ್ಮನವಿದಾರರ ಪರ ವಕೀಲರು. — [1231, 1305, 1351, 1319]
headline-151-lakh: ೧೫೧ ಲಕ್ಷ ರೂ.ಗಳ ವಿವಿಧ ಕಾಮಗಾರಿಗಳಿಗೆ ಚಾಲನೆ — [192, 892, 721, 930]
en-sig1: Sheristadar, I - Addl Civil Judge & J.M.F.C Malur. — [1130, 2100, 1366, 2114]
kn3-case-number: ಸಿ.ಎಂ.ಸಿ.ನಂ.367/2025 — [894, 1575, 996, 1590]
headline-siddarameshwara: ಸಿದ್ಧರಾಮೇಶ್ವರ ಜಯಂತಿ ಆಚರಿಸಲು ತಯಾರಿ — [1154, 580, 1429, 602]
photo-151-bhoomi-pooja — [280, 968, 826, 1191]
photo-students-calendar-release — [981, 143, 1451, 263]
notice-ac-respondent2: ಸೇರಿಸಲ್ಪಟ್ಟ ಎದುರುದಾರ ಸಂಖ್ಯೆ 2 : ಪಿ. ಪ್ರಾಣೇಶ್ ರಾವ್, ಬಿನ್ ಲೇಟ್ ಕೆ.ವಿ. ಪುಟ್ಟಯ್ಯ, ವಾಸ: ಕರಡುಬಂಡೆ ಹೊಸಹಳ್ಳಿ ಗ್ರಾಮ, ನರಸಾಪುರ ಹೋಬಳಿ, ಕೋಲಾರ ತಾಲ್ಲೂಕು. — [1143, 1013, 1440, 1056]
